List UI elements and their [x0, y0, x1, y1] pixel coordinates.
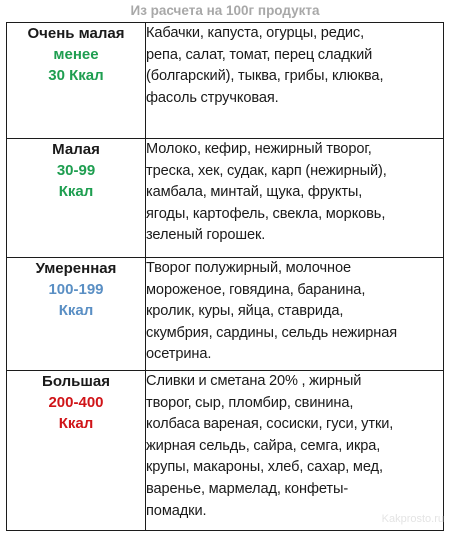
- foods-line: творог, сыр, пломбир, свинина,: [146, 394, 354, 411]
- foods-line: скумбрия, сардины, сельдь нежирная: [146, 324, 398, 341]
- level-range: 30-99: [56, 162, 96, 179]
- foods-line: помадки.: [146, 502, 207, 519]
- level-range: менее: [53, 46, 99, 63]
- calorie-table: [6, 22, 444, 531]
- foods-line: колбаса вареная, сосиски, гуси, утки,: [146, 416, 394, 433]
- foods-line: репа, салат, томат, перец сладкий: [146, 46, 373, 63]
- foods-line: жирная сельдь, сайра, семга, икра,: [146, 437, 381, 454]
- table-row: [7, 258, 444, 371]
- foods-line: зеленый горошек.: [146, 227, 266, 244]
- level-cell: [7, 258, 146, 371]
- level-name: Малая: [52, 141, 100, 158]
- level-cell: [7, 23, 146, 139]
- level-unit: Ккал: [58, 183, 94, 200]
- foods-line: мороженое, говядина, баранина,: [146, 281, 366, 298]
- level-name: Очень малая: [27, 25, 125, 42]
- foods-line: варенье, мармелад, конфеты-: [146, 480, 349, 497]
- level-unit: Ккал: [58, 415, 94, 432]
- foods-line: Творог полужирный, молочное: [146, 260, 352, 276]
- table-row: [7, 371, 444, 531]
- level-range: 200-400: [48, 394, 104, 411]
- foods-cell: [146, 23, 444, 139]
- table-row: [7, 139, 444, 258]
- foods-line: фасоль стручковая.: [146, 89, 279, 106]
- foods-cell: [146, 258, 444, 371]
- foods-line: осетрина.: [146, 346, 212, 363]
- foods-line: Молоко, кефир, нежирный творог,: [146, 141, 372, 157]
- foods-line: Кабачки, капуста, огурцы, редис,: [146, 25, 365, 41]
- foods-cell: [146, 371, 444, 531]
- level-cell: [7, 371, 146, 531]
- foods-line: камбала, минтай, щука, фрукты,: [146, 184, 363, 201]
- level-name: Большая: [42, 373, 110, 390]
- foods-line: крупы, макароны, хлеб, сахар, мед,: [146, 459, 383, 476]
- table-row: [7, 23, 444, 139]
- level-cell: [7, 139, 146, 258]
- foods-line: кролик, куры, яйца, ставрида,: [146, 303, 344, 320]
- level-unit: 30 Ккал: [48, 67, 104, 84]
- watermark: Kakprosto.ru: [381, 513, 444, 525]
- level-name: Умеренная: [35, 260, 117, 277]
- table-caption: Из расчета на 100г продукта: [130, 3, 320, 18]
- foods-cell: [146, 139, 444, 258]
- foods-line: ягоды, картофель, свекла, морковь,: [146, 205, 386, 222]
- foods-line: Сливки и сметана 20% , жирный: [146, 373, 362, 389]
- level-range: 100-199: [48, 281, 104, 298]
- foods-line: треска, хек, судак, карп (нежирный),: [146, 162, 387, 179]
- foods-line: (болгарский), тыква, грибы, клюква,: [146, 68, 384, 85]
- level-unit: Ккал: [58, 302, 94, 319]
